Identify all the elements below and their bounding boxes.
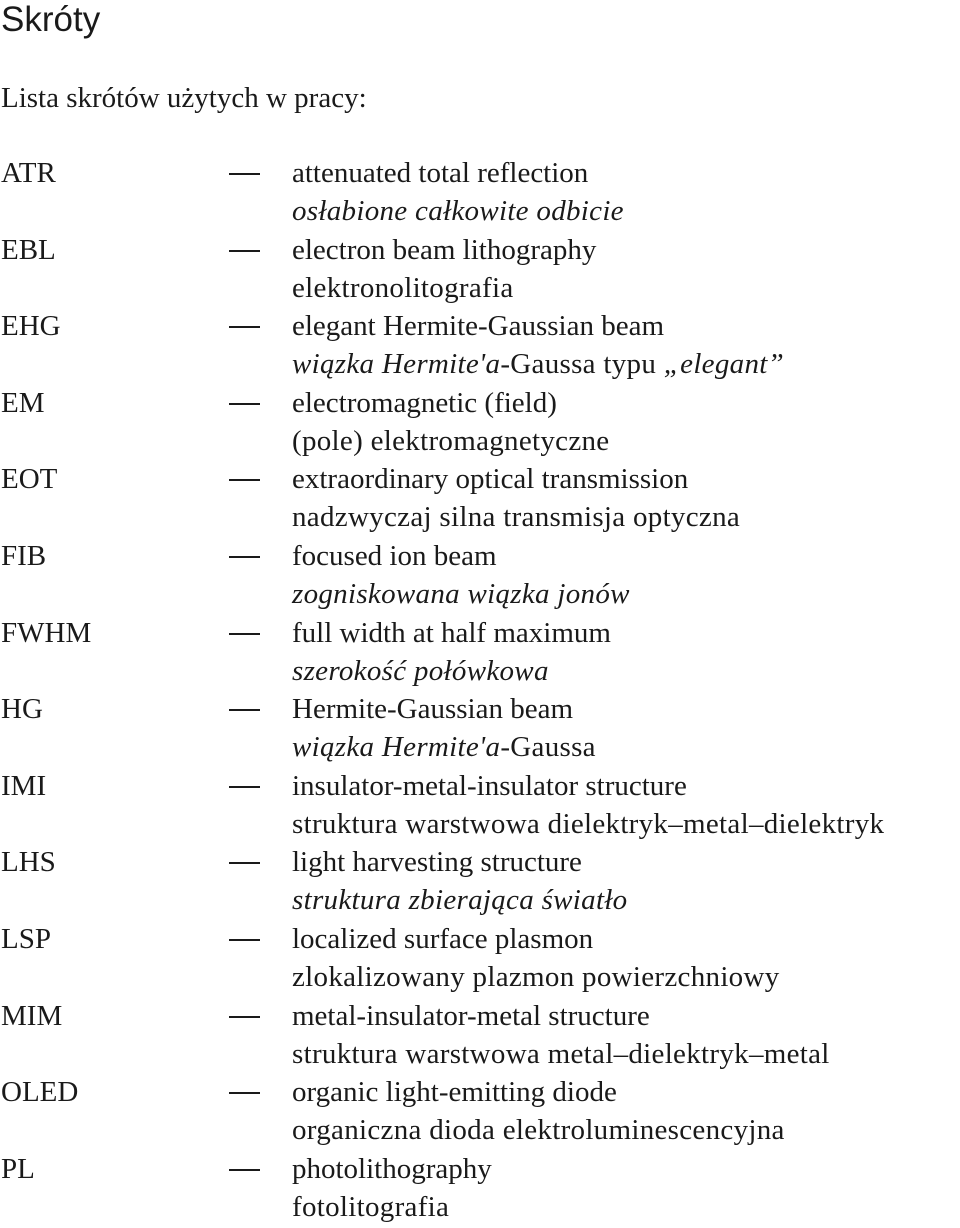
list-item	[0, 1073, 960, 1150]
english-term: attenuated total reflection	[292, 157, 589, 189]
dash-separator	[229, 556, 260, 558]
polish-term: fotolitografia	[292, 1190, 450, 1223]
list-item	[0, 537, 960, 614]
english-term: full width at half maximum	[292, 616, 611, 649]
list-item	[0, 920, 960, 997]
polish-term-part: wiązka Hermite'a-	[292, 348, 511, 381]
list-item	[0, 231, 960, 308]
list-item	[0, 1150, 960, 1227]
dash-separator	[229, 326, 260, 328]
abbreviation-list	[0, 154, 960, 1226]
list-item	[0, 307, 960, 384]
list-item	[0, 997, 960, 1074]
dash-separator	[229, 173, 260, 175]
list-item	[0, 690, 960, 767]
english-term: metal-insulator-metal structure	[292, 999, 650, 1032]
english-term: electron beam lithography	[292, 233, 597, 266]
polish-term: nadzwyczaj silna transmisja optyczna	[292, 501, 741, 534]
english-term: organic light-emitting diode	[292, 1076, 617, 1109]
abbreviation: HG	[1, 693, 43, 726]
english-term: insulator-metal-insulator structure	[292, 769, 687, 802]
dash-separator	[229, 250, 260, 252]
dash-separator	[229, 939, 260, 941]
abbreviation: MIM	[1, 999, 63, 1032]
list-item	[0, 614, 960, 691]
polish-term-part: Gaussa	[510, 731, 596, 764]
dash-separator	[229, 403, 260, 405]
list-item	[0, 460, 960, 537]
abbreviation: ATR	[1, 157, 56, 189]
list-item	[0, 154, 960, 231]
polish-term	[292, 345, 784, 383]
abbreviation: PL	[1, 1152, 35, 1185]
polish-term: osłabione całkowite odbicie	[292, 195, 624, 227]
dash-separator	[229, 1092, 260, 1094]
page-title: Skróty	[1, 0, 101, 39]
polish-term-part: Gaussa typu	[510, 348, 664, 381]
abbreviation: OLED	[1, 1076, 79, 1109]
dash-separator	[229, 1016, 260, 1018]
english-term: photolithography	[292, 1152, 492, 1185]
abbreviation: FWHM	[1, 616, 92, 649]
english-term: elegant Hermite-Gaussian beam	[292, 310, 665, 343]
intro-text: Lista skrótów użytych w pracy:	[1, 82, 367, 114]
dash-separator	[229, 786, 260, 788]
abbreviation: FIB	[1, 539, 47, 572]
polish-term: zlokalizowany plazmon powierzchniowy	[292, 960, 780, 993]
english-term: light harvesting structure	[292, 846, 582, 879]
abbreviation: EHG	[1, 310, 61, 343]
dash-separator	[229, 633, 260, 635]
abbreviation: EM	[1, 386, 45, 419]
polish-term: (pole) elektromagnetyczne	[292, 424, 610, 457]
english-term: focused ion beam	[292, 539, 497, 572]
abbreviation: IMI	[1, 769, 47, 802]
english-term: Hermite-Gaussian beam	[292, 693, 574, 726]
polish-term-part: wiązka Hermite'a-	[292, 731, 511, 764]
list-item	[0, 843, 960, 920]
dash-separator	[229, 479, 260, 481]
list-item	[0, 384, 960, 461]
abbreviation: LSP	[1, 922, 51, 955]
polish-term: elektronolitografia	[292, 271, 514, 304]
abbreviation: EOT	[1, 463, 58, 496]
polish-term	[292, 728, 596, 766]
polish-term-part: „elegant”	[663, 348, 785, 381]
polish-term: szerokość połówkowa	[292, 654, 549, 687]
abbreviation: LHS	[1, 846, 56, 879]
english-term: localized surface plasmon	[292, 922, 594, 955]
list-item	[0, 767, 960, 844]
dash-separator	[229, 1169, 260, 1171]
english-term: electromagnetic (field)	[292, 386, 557, 419]
polish-term: struktura warstwowa metal–dielektryk–metal	[292, 1037, 830, 1070]
dash-separator	[229, 709, 260, 711]
dash-separator	[229, 862, 260, 864]
polish-term: zogniskowana wiązka jonów	[292, 577, 630, 610]
english-term: extraordinary optical transmission	[292, 463, 689, 496]
abbreviation: EBL	[1, 233, 56, 266]
polish-term: struktura warstwowa dielektryk–metal–dielektryk	[292, 807, 885, 840]
polish-term: organiczna dioda elektroluminescencyjna	[292, 1114, 785, 1147]
polish-term: struktura zbierająca światło	[292, 884, 628, 917]
